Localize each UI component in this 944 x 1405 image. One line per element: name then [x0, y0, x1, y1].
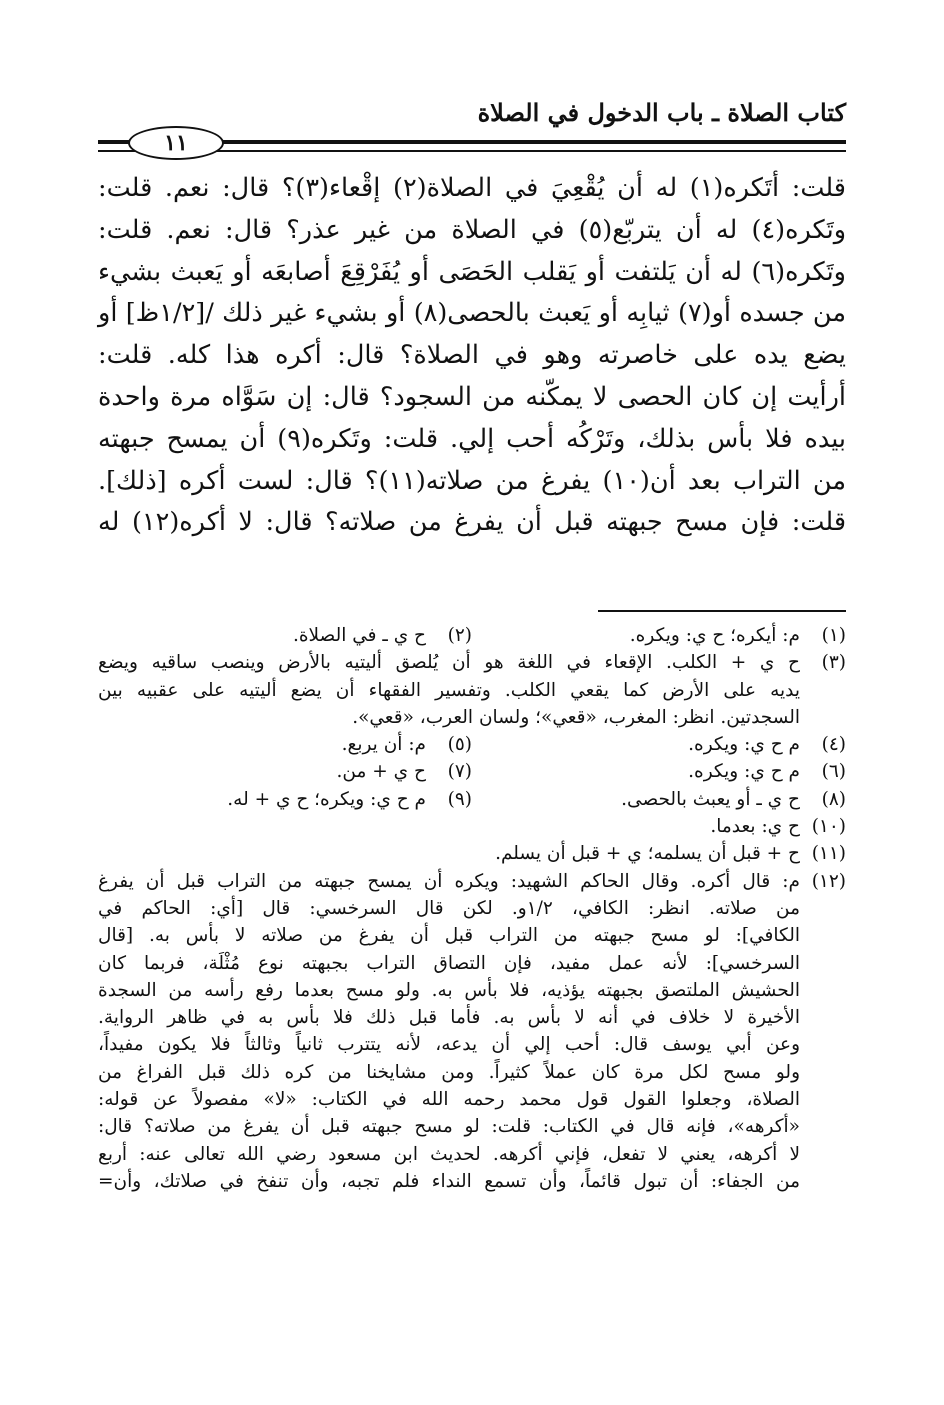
main-text-line: وتَكره(٤) له أن يتربّع(٥) في الصلاة من غير عذر؟ قال: نعم. قلت: [98, 214, 847, 245]
footnote-text: م: أن يربع. [341, 734, 426, 756]
footnote-text: م: أيكره؛ ح ي: ويكره. [629, 625, 800, 646]
footnote-text: م ح ي: ويكره. [688, 734, 800, 756]
footnote-text: ح ي ـ في الصلاة. [292, 625, 426, 646]
footnote-text [98, 868, 800, 1196]
footnote-text: ح ي + من. [336, 761, 426, 783]
footnote-line: السجدتين. انظر: المغرب، «قعي»؛ ولسان العرب، «قعي». [352, 706, 800, 728]
footnote-row [98, 758, 846, 785]
footnote-2 [98, 622, 472, 649]
footnote-3 [98, 649, 846, 731]
footnote-row [98, 731, 846, 758]
footnote-line: يديه على الأرض كما يقعي الكلب. وتفسير الفقهاء أن يضع أليتيه على عقبيه بين [98, 679, 800, 701]
footnote-number: (٥) [447, 734, 472, 756]
footnote-line: م: قال أكره. وقال الحاكم الشهيد: ويكره أن يمسح جبهته من التراب قبل أن يفرغ [98, 870, 800, 892]
footnote-line: ح ي + الكلب. الإقعاء في اللغة هو أن يُلصق أليتيه بالأرض وينصب ساقيه ويضع [98, 652, 800, 674]
footnote-number: (٣) [821, 652, 846, 674]
main-text-line: قلت: فإن مسح جبهته قبل أن يفرغ من صلاته؟ قال: لا أكره(١٢) له [98, 507, 847, 538]
main-text-line: بيده فلا بأس بذلك، وتَرْكُه أحب إلي. قلت: وتَكره(٩) أن يمسح جبهته [98, 423, 846, 454]
footnote-number: (٧) [447, 761, 472, 783]
footnotes [98, 622, 846, 1195]
footnote-line: لا أكرهه، يعني لا تفعل، فإني أكرهه. لحديث ابن مسعود رضي الله تعالى عنه: أربع [98, 1143, 800, 1165]
main-text [98, 168, 846, 544]
footnote-line: «أكرهه»، فإنه قال في الكتاب: قلت: لو مسح جبهته قبل أن يفرغ من صلاته؟ قال: [98, 1116, 800, 1138]
main-text-line: قلت: أتَكره(١) له أن يُقْعِيَ في الصلاة(٢) إقْعاء(٣)؟ قال: نعم. قلت: [98, 173, 847, 203]
footnote-text: م ح ي: ويكره؛ ح ي + له. [227, 788, 426, 810]
footnote-line: ولو مسح لكل مرة كان عملاً كثيراً. ومن مشايخنا من كره ذلك قبل الفراغ من [98, 1061, 800, 1083]
footnote-1 [472, 622, 846, 649]
footnote-number: (٤) [821, 734, 846, 756]
footnote-text [98, 649, 800, 731]
page-number: ١١ [128, 126, 224, 160]
footnote-row [98, 622, 846, 649]
footnote-9 [98, 786, 472, 813]
footnote-number: (١) [821, 625, 846, 646]
footnote-number: (١٠) [811, 816, 846, 838]
footnote-line: من صلاته. انظر: الكافي، ١/٢و. لكن قال السرخسي: قال [أي: الحاكم في [98, 897, 800, 919]
footnote-5 [98, 731, 472, 758]
main-text-line: يضع يده على خاصرته وهو في الصلاة؟ قال: أكره هذا كله. قلت: [98, 340, 846, 371]
main-text-line: من جسده أو(٧) ثيابِه أو يَعبث بالحصى(٨) أو بشيء غير ذلك /[١/٢ظ] أو [98, 298, 846, 329]
footnote-number: (٦) [821, 761, 846, 783]
footnote-text: ح + قبل أن يسلمه؛ ي + قبل أن يسلم. [495, 843, 800, 865]
running-header-title: كتاب الصلاة ـ باب الدخول في الصلاة [477, 98, 846, 127]
footnote-line: السرخسي]: لأنه عمل مفيد، فإن التصاق التراب بجبهته نوع مُثْلَة، فربما كان [98, 952, 800, 974]
footnote-line: الكافي]: لو مسح جبهته من التراب قبل أن يفرغ من صلاته لا بأس به. [قال [98, 925, 800, 947]
footnote-number: (١٢) [811, 870, 846, 892]
footnote-separator [598, 610, 846, 612]
footnote-row [98, 786, 846, 813]
footnote-7 [98, 758, 472, 785]
footnote-number: (٩) [447, 788, 472, 810]
footnote-text: م ح ي: ويكره. [688, 761, 800, 783]
footnote-number: (٨) [821, 788, 846, 810]
main-text-line: من التراب بعد أن(١٠) يفرغ من صلاته(١١)؟ قال: لست أكره [ذلك]. [98, 465, 847, 496]
footnote-line: الحشيش الملتصق بجبهته يؤذيه، فلا بأس به. ولو مسح بعدما رفع رأسه من السجدة [98, 979, 800, 1001]
main-text-line: وتَكره(٦) له أن يَلتفت أو يَقلب الحَصَى أو يُفَرْقِعَ أصابعَه أو يَعبث بشيء [98, 256, 846, 287]
footnote-10 [98, 813, 846, 840]
footnote-text: ح ي: بعدما. [710, 816, 800, 838]
footnote-11 [98, 840, 846, 867]
footnote-4 [472, 731, 846, 758]
footnote-line: الصلاة، وجعلوا القول قول محمد رحمه الله في الكتاب: «لا» مفصولاً عن قوله: [98, 1089, 800, 1111]
main-text-line: أرأيت إن كان الحصى لا يمكّنه من السجود؟ قال: إن سَوَّاه مرة واحدة [98, 381, 846, 412]
footnote-12 [98, 868, 846, 1196]
footnote-line: الأخيرة لا خلاف في أنه لا بأس به. فأما قبل ذلك فلا بأس به في ظاهر الرواية. [98, 1007, 800, 1029]
footnote-line: من الجفاء: أن تبول قائماً، وأن تسمع النداء فلم تجبه، وأن تنفخ في صلاتك، وأن= [98, 1170, 800, 1192]
footnote-6 [472, 758, 846, 785]
footnote-text: ح ي ـ أو يعبث بالحصى. [621, 788, 800, 810]
footnote-8 [472, 786, 846, 813]
footnote-number: (٢) [447, 625, 472, 646]
footnote-line: وعن أبي يوسف قال: أحب إلي أن يدعه، لأنه يتترب ثانياً وثالثاً فلا يكون مفيداً، [98, 1034, 800, 1056]
footnote-number: (١١) [811, 843, 846, 865]
